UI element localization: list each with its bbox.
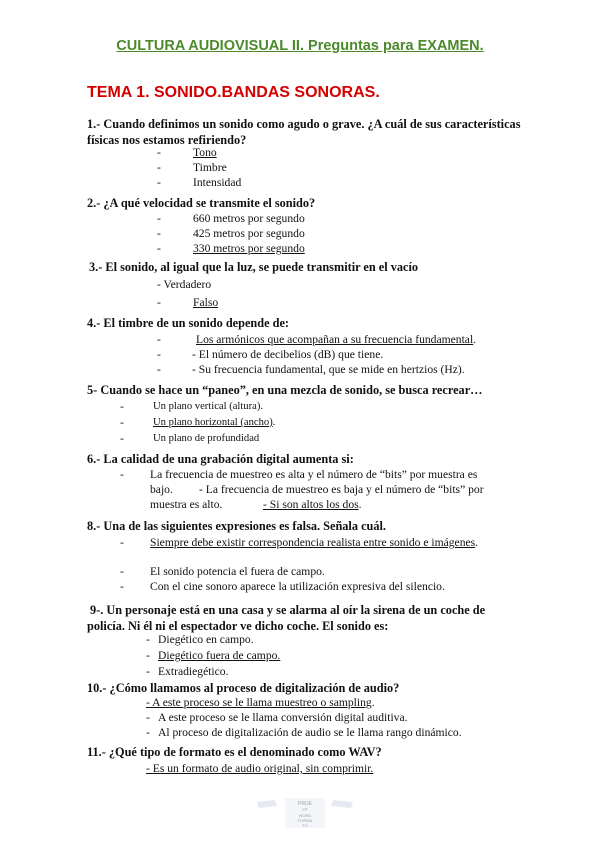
bullet-dash: - [157, 161, 161, 174]
bullet-dash: - [146, 633, 150, 646]
question-8: 8.- Una de las siguientes expresiones es falsa. Señala cuál. [87, 519, 387, 533]
bullet-dash: - [157, 212, 161, 225]
question-1-line-2: físicas nos estamos refiriendo? [87, 133, 247, 147]
question-4: 4.- El timbre de un sonido depende de: [87, 316, 290, 330]
question-2: 2.- ¿A qué velocidad se transmite el sonido? [87, 196, 316, 210]
answer: El sonido potencia el fuera de campo. [150, 565, 325, 578]
period: . [358, 498, 362, 511]
bullet-dash: - [120, 400, 124, 413]
bullet-dash: - [120, 468, 124, 481]
answer: 660 metros por segundo [193, 212, 305, 225]
question-6: 6.- La calidad de una grabación digital aumenta si: [87, 452, 354, 466]
answer-correct: - Es un formato de audio original, sin comprimir. [146, 762, 374, 775]
answer-correct-row [263, 498, 362, 511]
bullet-dash: - [146, 726, 150, 739]
logo-text-line: FP [302, 807, 308, 812]
answer: muestra es alto. [150, 498, 223, 511]
bullet-dash: - [157, 333, 161, 346]
question-9-line-2: policía. Ni él ni el espectador ve dicho coche. El sonido es: [87, 619, 389, 633]
question-3: 3.- El sonido, al igual que la luz, se puede transmitir en el vacío [89, 260, 419, 274]
answer: Intensidad [193, 176, 242, 189]
logo-text-line: FORMA [297, 818, 313, 823]
question-1-line-1: 1.- Cuando definimos un sonido como agudo o grave. ¿A cuál de sus características [87, 117, 521, 131]
bullet-dash: - [120, 536, 124, 549]
footer-logo [255, 796, 355, 830]
answer: - El número de decibelios (dB) que tiene. [192, 348, 384, 361]
bullet-dash: - [157, 363, 161, 376]
answer-correct: 330 metros por segundo [193, 242, 305, 255]
answer: - La frecuencia de muestreo es baja y el número de “bits” por [199, 483, 484, 496]
answer-correct: - A este proceso se le llama muestreo o sampling [146, 696, 372, 709]
period: . [475, 536, 479, 549]
answer: La frecuencia de muestreo es alta y el número de “bits” por muestra es [150, 468, 478, 481]
answer-correct: Siempre debe existir correspondencia realista entre sonido e imágenes [150, 536, 476, 549]
bullet-dash: - [157, 176, 161, 189]
answer: 425 metros por segundo [193, 227, 305, 240]
answer: Un plano vertical (altura). [153, 401, 264, 412]
answer-correct-row [196, 333, 476, 346]
answer: Con el cine sonoro aparece la utilización expresiva del silencio. [150, 580, 445, 593]
bullet-dash: - [146, 665, 150, 678]
answer-correct: Tono [193, 146, 217, 159]
answer-correct: Falso [193, 296, 219, 309]
bullet-dash: - [157, 348, 161, 361]
bullet-dash: - [120, 432, 124, 445]
question-10: 10.- ¿Cómo llamamos al proceso de digitalización de audio? [87, 681, 400, 695]
answer: - Verdadero [157, 278, 212, 291]
bullet-dash: - [157, 242, 161, 255]
answer: Al proceso de digitalización de audio se le llama rango dinámico. [158, 726, 462, 739]
topic-heading: TEMA 1. SONIDO.BANDAS SONORAS. [87, 84, 380, 101]
answer-correct-row [146, 696, 375, 709]
logo-text-line: TO [302, 823, 308, 828]
question-9-line-1: 9-. Un personaje está en una casa y se alarma al oír la sirena de un coche de [90, 603, 486, 617]
bullet-dash: - [146, 711, 150, 724]
document-title: CULTURA AUDIOVISUAL II. Preguntas para EXAMEN. [116, 38, 484, 54]
answer-correct: Los armónicos que acompañan a su frecuencia fundamental [196, 333, 474, 346]
question-5: 5- Cuando se hace un “paneo”, en una mezcla de sonido, se busca recrear… [87, 383, 483, 397]
bullet-dash: - [157, 227, 161, 240]
watermark-icon [255, 796, 355, 830]
answer: A este proceso se le llama conversión digital auditiva. [158, 711, 408, 724]
bullet-dash: - [157, 296, 161, 309]
question-11: 11.- ¿Qué tipo de formato es el denominado como WAV? [87, 745, 382, 759]
answer-correct-row [150, 536, 478, 549]
answer-correct: Un plano horizontal (ancho) [153, 417, 273, 428]
answer: Extradiegético. [158, 665, 229, 678]
answer-correct: Diegético fuera de campo. [158, 649, 281, 662]
answer: Diegético en campo. [158, 633, 254, 646]
period: . [272, 417, 276, 428]
answer-correct-row [153, 417, 275, 428]
bullet-dash: - [146, 649, 150, 662]
logo-text-line: WORD [298, 813, 312, 818]
period: . [371, 696, 375, 709]
answer: Timbre [193, 161, 227, 174]
answer: - Su frecuencia fundamental, que se mide en hertzios (Hz). [192, 363, 465, 376]
bullet-dash: - [120, 565, 124, 578]
logo-text-line: PRUE [298, 801, 312, 807]
bullet-dash: - [120, 580, 124, 593]
answer: Un plano de profundidad [153, 433, 260, 444]
answer-correct: - Si son altos los dos [263, 498, 359, 511]
period: . [473, 333, 477, 346]
bullet-dash: - [120, 416, 124, 429]
answer: bajo. [150, 483, 173, 496]
bullet-dash: - [157, 146, 161, 159]
